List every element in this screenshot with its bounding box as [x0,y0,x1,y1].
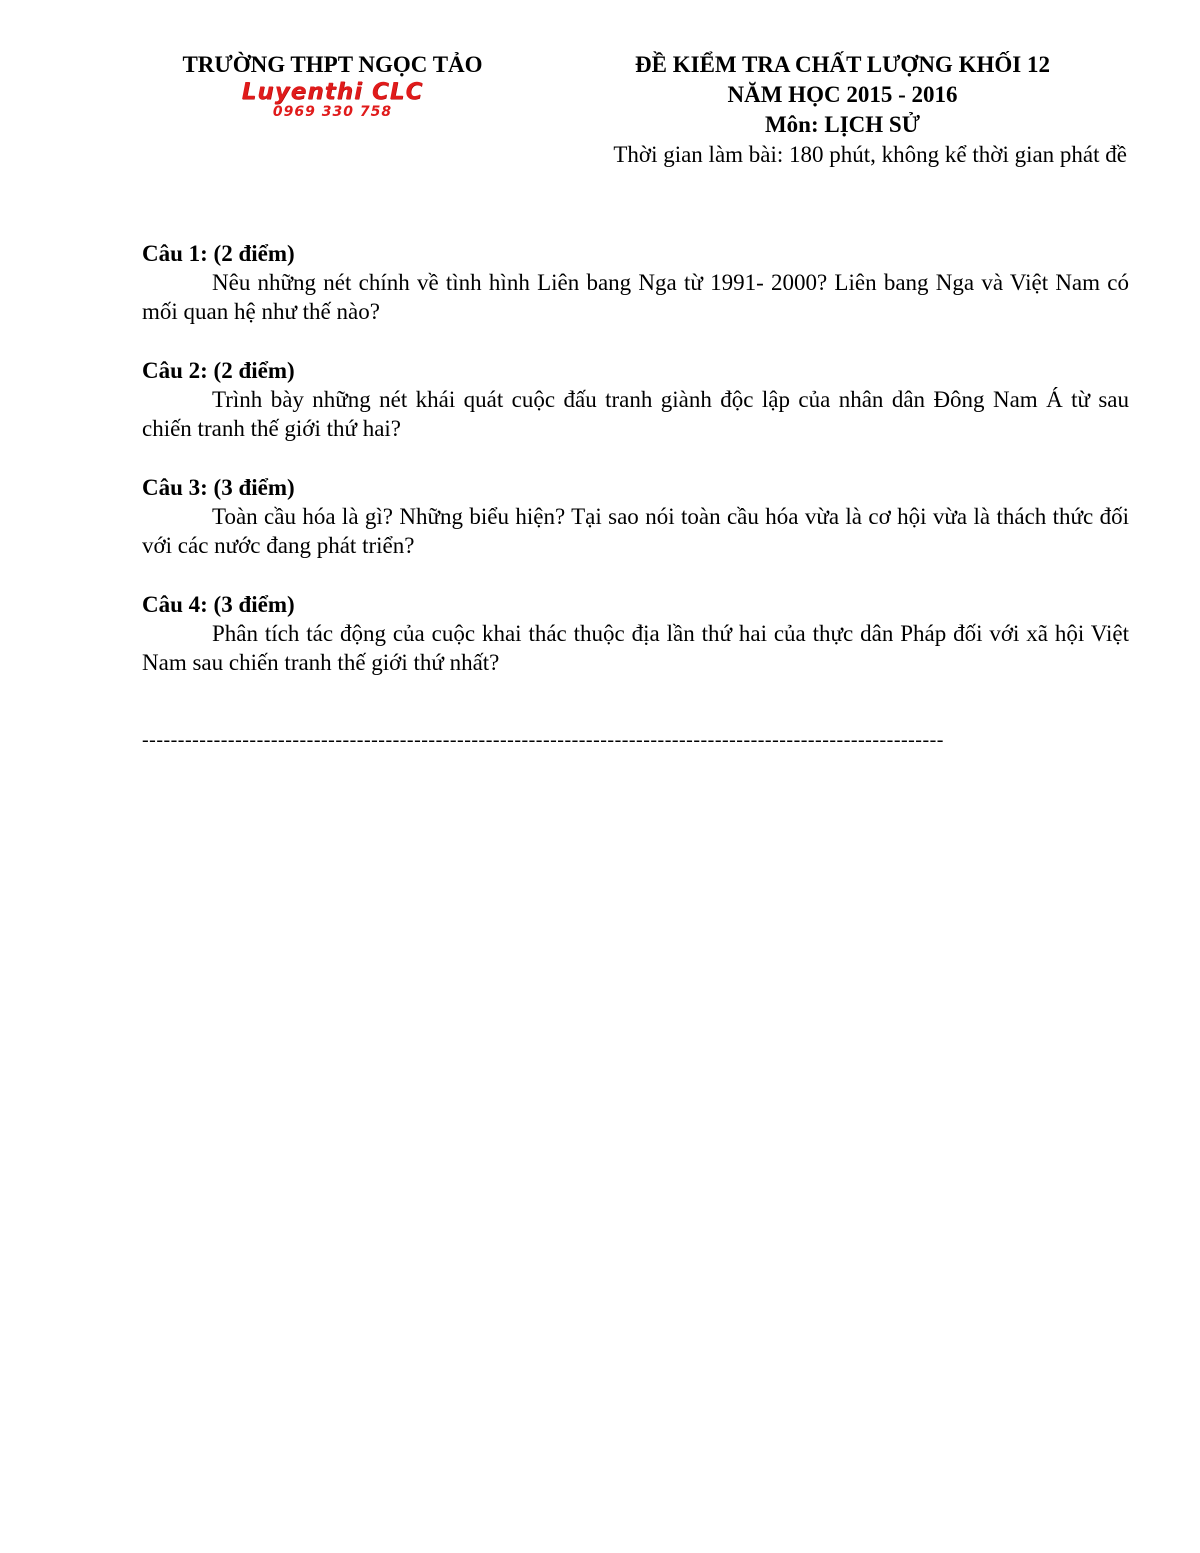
exam-subject: Môn: LỊCH SỬ [764,112,921,137]
question-text: Trình bày những nét khái quát cuộc đấu tranh giành độc lập của nhân dân Đông Nam Á từ sau chiến tranh thế giới thứ hai? [142,387,1129,441]
logo-brand-text: Luyenthi CLC [241,79,424,105]
school-year: NĂM HỌC 2015 - 2016 [727,82,958,107]
question-4 [142,590,1129,677]
questions-list [142,239,1129,707]
question-title: Câu 3: (3 điểm) [142,475,295,500]
question-1 [142,239,1129,326]
exam-header [0,50,1200,180]
logo-phone-text: 0969 330 758 [272,104,393,120]
end-divider: ---------------------------------------------------------------------------------------------------------------- [142,729,944,751]
question-text: Phân tích tác động của cuộc khai thác thuộc địa lần thứ hai của thực dân Pháp đối với xã hội Việt Nam sau chiến tranh thế giới thứ nhất? [142,621,1129,675]
question-title: Câu 2: (2 điểm) [142,358,295,383]
question-text: Nêu những nét chính về tình hình Liên bang Nga từ 1991- 2000? Liên bang Nga và Việt Nam có mối quan hệ như thế nào? [142,270,1129,324]
question-title: Câu 4: (3 điểm) [142,592,295,617]
question-2 [142,356,1129,443]
question-text: Toàn cầu hóa là gì? Những biểu hiện? Tại sao nói toàn cầu hóa vừa là cơ hội vừa là thách thức đối với các nước đang phát triển? [142,504,1129,558]
question-3 [142,473,1129,560]
luyenthi-logo [140,80,525,122]
exam-info-block [555,50,1130,170]
school-block [140,50,525,122]
exam-title: ĐỀ KIỂM TRA CHẤT LƯỢNG KHỐI 12 [635,52,1050,77]
question-title: Câu 1: (2 điểm) [142,241,295,266]
school-name: TRƯỜNG THPT NGỌC TẢO [182,52,483,77]
exam-time-note: Thời gian làm bài: 180 phút, không kể thời gian phát đề [613,142,1127,167]
